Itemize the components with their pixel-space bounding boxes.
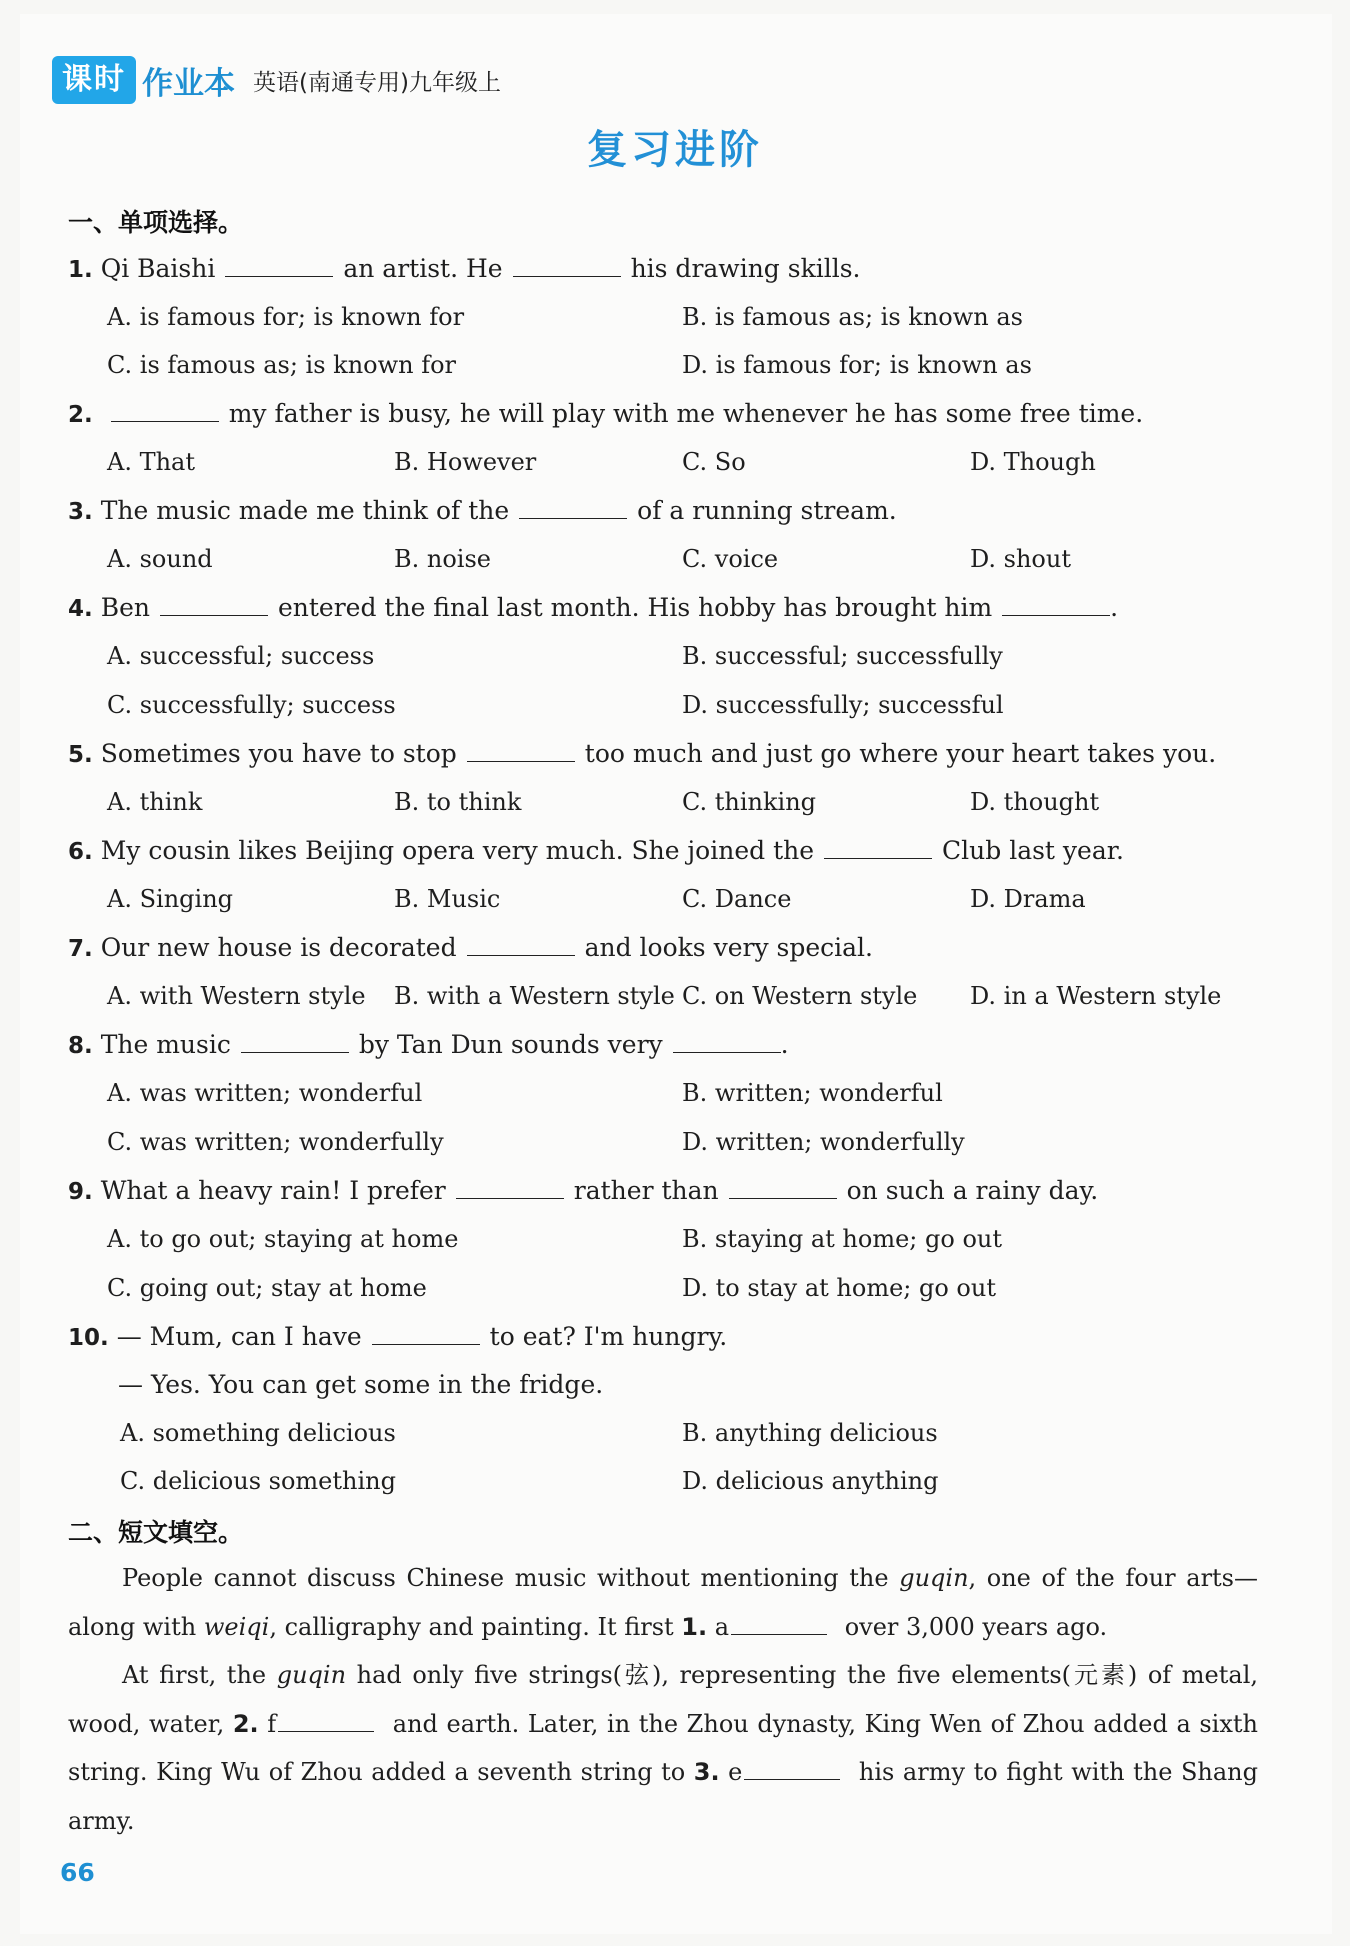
answer-blank[interactable]: [225, 254, 333, 277]
question-9: [68, 1176, 1098, 1207]
answer-blank[interactable]: [673, 1030, 781, 1053]
question-5: [68, 739, 1216, 770]
question-number: 1.: [68, 257, 93, 283]
option-c[interactable]: C. going out; stay at home: [107, 1274, 427, 1302]
blank-number: 1.: [681, 1612, 708, 1641]
question-number: 6.: [68, 839, 93, 865]
question-number: 5.: [68, 742, 93, 768]
option-c[interactable]: C. thinking: [682, 788, 817, 816]
option-b[interactable]: B. However: [394, 448, 537, 476]
blank-initial: e: [719, 1758, 743, 1786]
question-6: [68, 836, 1124, 867]
question-10-reply: — Yes. You can get some in the fridge.: [118, 1370, 604, 1399]
answer-blank[interactable]: [1002, 593, 1110, 616]
question-number: 8.: [68, 1033, 93, 1059]
answer-blank[interactable]: [519, 496, 627, 519]
answer-blank[interactable]: [467, 933, 575, 956]
question-text: of a running stream.: [637, 496, 897, 525]
option-d[interactable]: D. Drama: [970, 885, 1086, 913]
option-a[interactable]: A. think: [107, 788, 203, 816]
option-b[interactable]: B. to think: [394, 788, 522, 816]
passage-term: weiqi: [203, 1612, 270, 1641]
question-text: Qi Baishi: [100, 254, 216, 283]
blank-number: 3.: [693, 1758, 720, 1786]
answer-blank[interactable]: [467, 739, 575, 762]
passage-text: , one of the four arts—along with: [68, 1564, 1259, 1641]
option-b[interactable]: B. staying at home; go out: [682, 1225, 1003, 1253]
question-text: an artist. He: [343, 254, 503, 283]
answer-blank[interactable]: [731, 1612, 827, 1635]
option-a[interactable]: A. to go out; staying at home: [107, 1225, 459, 1253]
question-text: to eat? I'm hungry.: [489, 1322, 728, 1351]
passage-text: his army to fight with the Shang army.: [68, 1758, 1258, 1835]
passage-text: At first, the: [122, 1661, 277, 1689]
answer-blank[interactable]: [160, 593, 268, 616]
option-d[interactable]: D. is famous for; is known as: [682, 351, 1032, 379]
option-b[interactable]: B. is famous as; is known as: [682, 303, 1023, 331]
question-text: rather than: [573, 1176, 719, 1205]
question-2: [68, 399, 1143, 430]
question-text: his drawing skills.: [630, 254, 861, 283]
question-text: on such a rainy day.: [846, 1176, 1099, 1205]
option-b[interactable]: B. noise: [394, 545, 491, 573]
question-text: — Mum, can I have: [116, 1322, 362, 1351]
passage-text: and earth. Later, in the Zhou dynasty, King Wen of Zhou added a sixth string. King Wu of Zhou added a seventh string to: [68, 1709, 1258, 1786]
option-c[interactable]: C. successfully; success: [107, 691, 396, 719]
option-a[interactable]: A. successful; success: [107, 642, 375, 670]
question-number: 2.: [68, 402, 93, 428]
question-number: 10.: [68, 1325, 109, 1351]
option-a[interactable]: A. with Western style: [107, 982, 366, 1010]
question-8: [68, 1030, 789, 1061]
answer-blank[interactable]: [744, 1757, 840, 1780]
brand-name: 作业本: [142, 65, 235, 102]
question-text: Sometimes you have to stop: [100, 739, 457, 768]
option-d[interactable]: D. written; wonderfully: [682, 1128, 965, 1156]
passage-text: People cannot discuss Chinese music without mentioning the: [122, 1564, 900, 1592]
question-7: [68, 933, 873, 964]
question-text: Club last year.: [942, 836, 1124, 865]
question-text: entered the final last month. His hobby has brought him: [277, 593, 993, 622]
page-number: 66: [60, 1858, 95, 1887]
passage-paragraph-1: [68, 1554, 1258, 1651]
option-d[interactable]: D. to stay at home; go out: [682, 1274, 996, 1302]
option-d[interactable]: D. Though: [970, 448, 1096, 476]
question-text: and looks very special.: [584, 933, 873, 962]
answer-blank[interactable]: [456, 1176, 564, 1199]
answer-blank[interactable]: [278, 1709, 374, 1732]
question-number: 7.: [68, 936, 93, 962]
option-c[interactable]: C. Dance: [682, 885, 792, 913]
question-10: [68, 1322, 727, 1353]
option-c[interactable]: C. So: [682, 448, 746, 476]
question-3: [68, 496, 897, 527]
answer-blank[interactable]: [824, 836, 932, 859]
option-c[interactable]: C. delicious something: [120, 1467, 396, 1495]
blank-number: 2.: [232, 1709, 259, 1738]
option-a[interactable]: A. something delicious: [120, 1419, 396, 1447]
subject-label: 英语(南通专用)九年级上: [253, 69, 501, 96]
option-c[interactable]: C. is famous as; is known for: [107, 351, 457, 379]
question-number: 4.: [68, 596, 93, 622]
question-number: 3.: [68, 499, 93, 525]
passage-text: , calligraphy and painting. It first: [269, 1612, 682, 1641]
option-d[interactable]: D. successfully; successful: [682, 691, 1004, 719]
passage-paragraph-2: [68, 1651, 1258, 1845]
answer-blank[interactable]: [241, 1030, 349, 1053]
option-a[interactable]: A. That: [107, 448, 196, 476]
option-d[interactable]: D. in a Western style: [970, 982, 1222, 1010]
question-text: by Tan Dun sounds very: [358, 1030, 663, 1059]
option-d[interactable]: D. delicious anything: [682, 1467, 939, 1495]
option-b[interactable]: B. with a Western style: [394, 982, 675, 1010]
question-text: My cousin likes Beijing opera very much. She joined the: [100, 836, 815, 865]
question-4: [68, 593, 1118, 624]
question-text: What a heavy rain! I prefer: [100, 1176, 446, 1205]
option-c[interactable]: C. on Western style: [682, 982, 918, 1010]
answer-blank[interactable]: [513, 254, 621, 277]
answer-blank[interactable]: [372, 1322, 480, 1345]
brand-badge: 课时: [52, 56, 136, 104]
option-a[interactable]: A. sound: [107, 545, 213, 573]
option-a[interactable]: A. is famous for; is known for: [107, 303, 465, 331]
answer-blank[interactable]: [729, 1176, 837, 1199]
question-text: too much and just go where your heart takes you.: [584, 739, 1217, 768]
passage-term: guqin: [276, 1661, 347, 1689]
blank-initial: f: [258, 1709, 277, 1738]
section-heading-cloze: 二、短文填空。: [68, 1518, 244, 1547]
passage-text: had only five strings(弦), representing the five elements(元素) of metal, wood, water,: [68, 1661, 1258, 1738]
option-b[interactable]: B. anything delicious: [682, 1419, 938, 1447]
brand-header: [52, 56, 501, 104]
question-text: Our new house is decorated: [100, 933, 457, 962]
option-b[interactable]: B. Music: [394, 885, 501, 913]
question-text: my father is busy, he will play with me whenever he has some free time.: [228, 399, 1144, 428]
question-text: .: [780, 1030, 789, 1059]
question-text: The music: [100, 1030, 231, 1059]
passage-term: guqin: [899, 1564, 969, 1592]
section-heading-choice: 一、单项选择。: [68, 208, 244, 237]
option-b[interactable]: B. successful; successfully: [682, 642, 1003, 670]
option-a[interactable]: A. was written; wonderful: [107, 1079, 423, 1107]
question-text: The music made me think of the: [100, 496, 510, 525]
question-1: [68, 254, 860, 285]
option-d[interactable]: D. thought: [970, 788, 1100, 816]
option-c[interactable]: C. voice: [682, 545, 779, 573]
option-d[interactable]: D. shout: [970, 545, 1071, 573]
question-text: Ben: [100, 593, 150, 622]
question-number: 9.: [68, 1179, 93, 1205]
passage-text: over 3,000 years ago.: [837, 1612, 1108, 1641]
page-title: 复习进阶: [587, 127, 763, 173]
question-text: .: [1110, 593, 1119, 622]
option-b[interactable]: B. written; wonderful: [682, 1079, 943, 1107]
option-a[interactable]: A. Singing: [107, 885, 234, 913]
blank-initial: a: [707, 1612, 730, 1641]
option-c[interactable]: C. was written; wonderfully: [107, 1128, 444, 1156]
answer-blank[interactable]: [111, 399, 219, 422]
